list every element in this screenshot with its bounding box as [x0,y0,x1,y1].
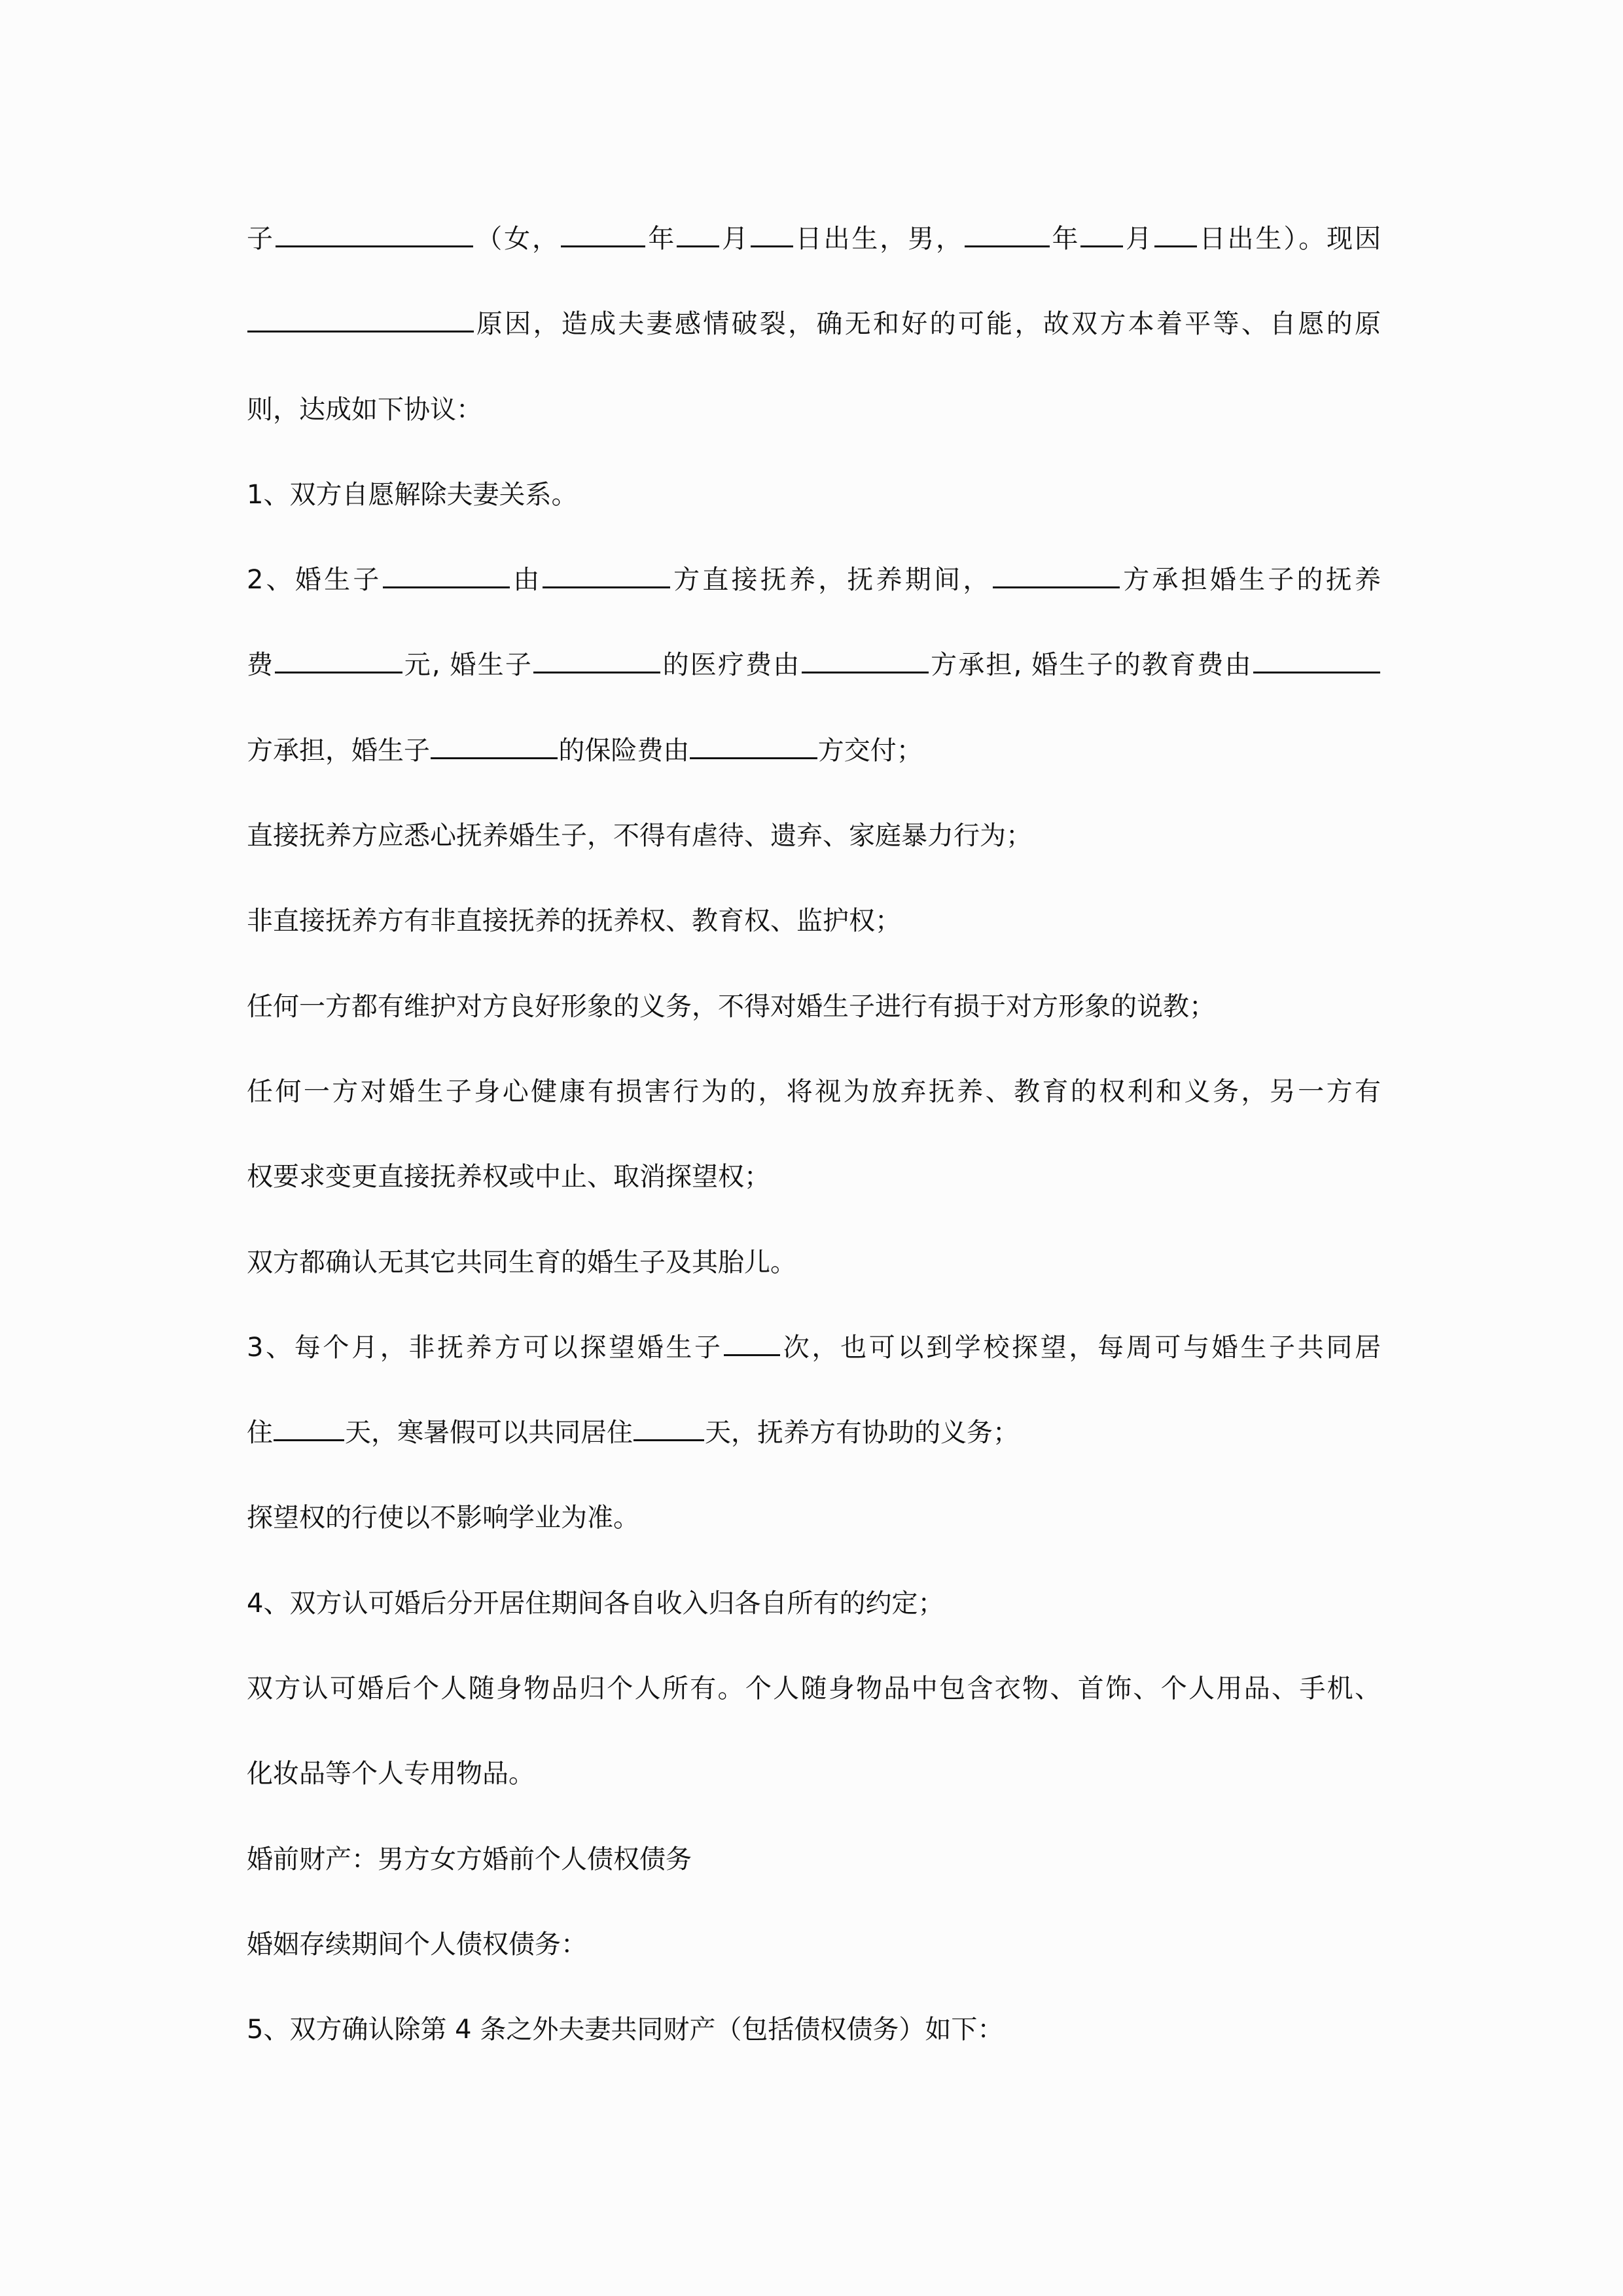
fill-in-blank[interactable] [993,562,1120,588]
text-segment: 方直接抚养，抚养期间， [670,565,992,596]
text-segment: 方承担，婚生子 [247,735,430,766]
text-segment: 日出生，男， [793,224,964,254]
document-line [247,964,1381,1049]
text-segment: 2、婚生子 [247,565,382,596]
document-line [247,1305,1381,1390]
document-line [247,622,1381,708]
text-segment: 费 [247,650,275,681]
text-segment: 月 [720,224,750,254]
text-segment: 子 [247,224,275,254]
fill-in-blank[interactable] [751,221,793,247]
text-segment: 3、每个月，非抚养方可以探望婚生子 [247,1332,723,1363]
document-line [247,1220,1381,1305]
text-segment: 天，抚养方有协助的义务； [705,1418,1019,1448]
fill-in-blank[interactable] [561,221,646,247]
fill-in-blank[interactable] [965,221,1050,247]
document-line [247,537,1381,622]
text-segment: 探望权的行使以不影响学业为准。 [247,1503,639,1534]
document-line [247,1987,1381,2072]
document-line [247,452,1381,537]
document-line [247,1134,1381,1219]
fill-in-blank[interactable] [633,1414,704,1441]
fill-in-blank[interactable] [274,1414,344,1441]
text-segment: 任何一方对婚生子身心健康有损害行为的，将视为放弃抚养、教育的权利和义务，另一方有 [247,1076,1381,1107]
text-segment: 双方都确认无其它共同生育的婚生子及其胎儿。 [247,1247,796,1278]
fill-in-blank[interactable] [247,306,474,332]
fill-in-blank[interactable] [383,562,510,588]
document-line [247,281,1381,367]
document-line [247,1049,1381,1134]
text-segment: 婚姻存续期间个人债权债务： [247,1929,587,1960]
text-segment: 双方认可婚后个人随身物品归个人所有。个人随身物品中包含衣物、首饰、个人用品、手机、 [247,1674,1381,1704]
text-segment: 的保险费由 [558,735,690,766]
text-segment: 次，也可以到学校探望，每周可与婚生子共同居 [781,1332,1381,1363]
text-segment: 1、双方自愿解除夫妻关系。 [247,479,578,510]
fill-in-blank[interactable] [533,647,660,673]
document-line [247,1390,1381,1475]
text-segment: 天，寒暑假可以共同居住 [345,1418,633,1448]
fill-in-blank[interactable] [276,221,473,247]
document-line [247,1902,1381,1987]
fill-in-blank[interactable] [690,732,817,759]
document-line [247,1646,1381,1731]
fill-in-blank[interactable] [1253,647,1380,673]
text-segment: 年 [646,224,677,254]
document-line [247,1731,1381,1816]
text-segment: 5、双方确认除第 4 条之外夫妻共同财产（包括债权债务）如下： [247,2015,1004,2045]
text-segment: 4、双方认可婚后分开居住期间各自收入归各自所有的约定； [247,1588,944,1619]
text-segment: 婚前财产：男方女方婚前个人债权债务 [247,1844,692,1874]
document-line [247,196,1381,281]
document-line [247,793,1381,878]
text-segment: 日出生）。现因 [1197,224,1382,254]
document-line [247,878,1381,963]
document-page [247,196,1381,2073]
fill-in-blank[interactable] [431,732,558,759]
text-segment: 则，达成如下协议： [247,394,482,425]
text-segment: 月 [1124,224,1154,254]
text-segment: 化妆品等个人专用物品。 [247,1759,535,1789]
text-segment: 权要求变更直接抚养权或中止、取消探望权； [247,1162,770,1193]
text-segment: 方承担婚生子的抚养 [1120,565,1382,596]
text-segment: 由 [510,565,543,596]
document-line [247,1817,1381,1902]
text-segment: （女， [474,224,560,254]
fill-in-blank[interactable] [1154,221,1197,247]
document-line [247,708,1381,793]
text-segment: 非直接抚养方有非直接抚养的抚养权、教育权、监护权； [247,906,901,937]
fill-in-blank[interactable] [543,562,669,588]
fill-in-blank[interactable] [275,647,402,673]
fill-in-blank[interactable] [802,647,929,673]
fill-in-blank[interactable] [677,221,719,247]
document-line [247,367,1381,452]
text-segment: 元, 婚生子 [402,650,533,681]
fill-in-blank[interactable] [1080,221,1123,247]
document-line [247,1475,1381,1560]
text-segment: 直接抚养方应悉心抚养婚生子，不得有虐待、遗弃、家庭暴力行为； [247,821,1032,852]
text-segment: 原因，造成夫妻感情破裂，确无和好的可能，故双方本着平等、自愿的原 [474,309,1381,340]
text-segment: 的医疗费由 [661,650,801,681]
document-line [247,1561,1381,1646]
text-segment: 年 [1050,224,1080,254]
fill-in-blank[interactable] [724,1329,780,1356]
text-segment: 方承担, 婚生子的教育费由 [929,650,1253,681]
text-segment: 任何一方都有维护对方良好形象的义务，不得对婚生子进行有损于对方形象的说教； [247,991,1215,1022]
text-segment: 住 [247,1418,273,1448]
text-segment: 方交付； [817,735,923,766]
